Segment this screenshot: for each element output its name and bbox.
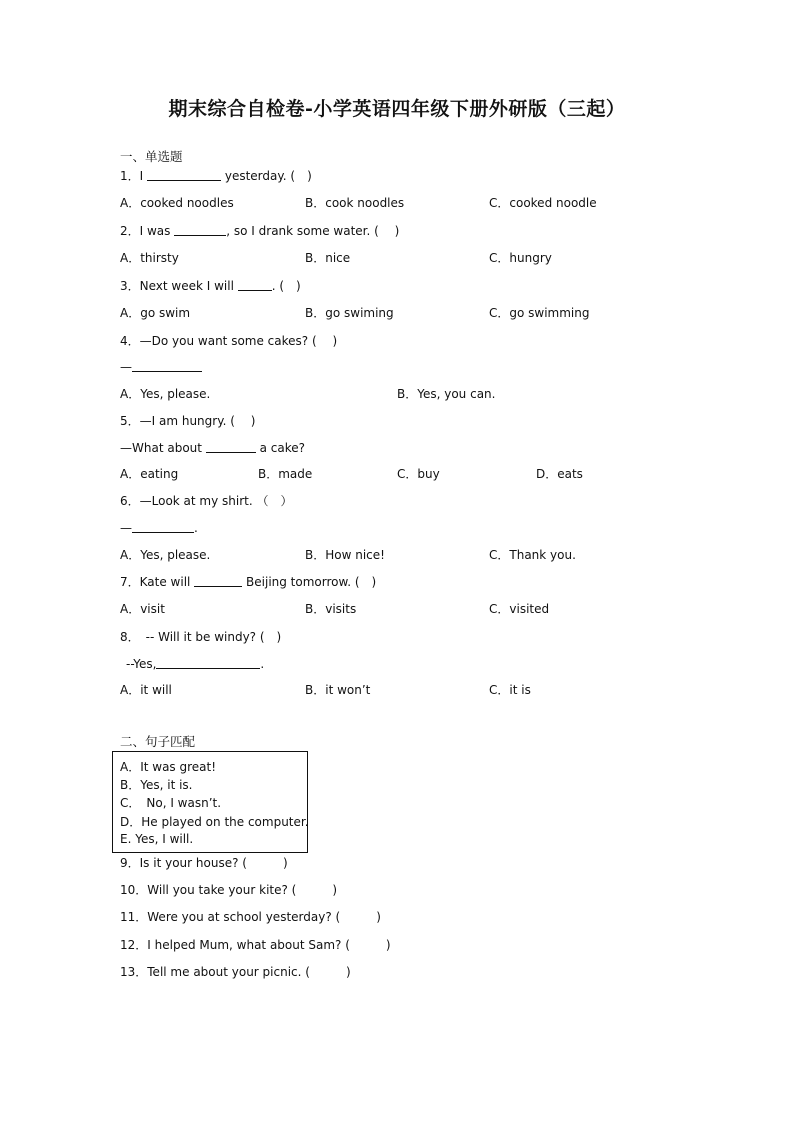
question-8-answer-line bbox=[126, 656, 264, 672]
question-2 bbox=[120, 223, 399, 239]
match-option-b: B．Yes, it is. bbox=[120, 778, 193, 792]
match-option-c: C． No, I wasn’t. bbox=[120, 796, 222, 810]
option-5a: A．eating bbox=[120, 467, 179, 481]
option-5c: C．buy bbox=[397, 467, 440, 481]
question-2-text-pre: 2．I was bbox=[120, 224, 171, 238]
question-4: 4．—Do you want some cakes? ( ) bbox=[120, 334, 338, 348]
answer-blank bbox=[147, 168, 221, 181]
question-13: 13．Tell me about your picnic. ( ) bbox=[120, 965, 351, 979]
question-6-answer-line bbox=[120, 520, 198, 536]
question-1-text-post: yesterday. ( ) bbox=[224, 169, 312, 183]
option-1b: B．cook noodles bbox=[305, 196, 405, 210]
match-option-d: D．He played on the computer. bbox=[120, 815, 309, 829]
option-7c: C．visited bbox=[489, 602, 550, 616]
question-6-answer-prefix: — bbox=[120, 521, 132, 535]
option-4b: B．Yes, you can. bbox=[397, 387, 496, 401]
answer-blank bbox=[206, 440, 256, 453]
question-9: 9．Is it your house? ( ) bbox=[120, 856, 288, 870]
answer-blank bbox=[156, 656, 260, 669]
answer-blank bbox=[174, 223, 226, 236]
option-7b: B．visits bbox=[305, 602, 357, 616]
option-3b: B．go swiming bbox=[305, 306, 394, 320]
question-12: 12．I helped Mum, what about Sam? ( ) bbox=[120, 938, 391, 952]
question-5: 5．—I am hungry. ( ) bbox=[120, 414, 256, 428]
option-1a: A．cooked noodles bbox=[120, 196, 234, 210]
question-5-sub-pre: —What about bbox=[120, 441, 202, 455]
page-title: 期末综合自检卷-小学英语四年级下册外研版（三起） bbox=[168, 98, 626, 120]
option-1c: C．cooked noodle bbox=[489, 196, 597, 210]
section-heading-sentence-matching: 二、句子匹配 bbox=[120, 734, 196, 749]
question-7-text-pre: 7．Kate will bbox=[120, 575, 191, 589]
option-5d: D．eats bbox=[536, 467, 583, 481]
option-8a: A．it will bbox=[120, 683, 172, 697]
question-1 bbox=[120, 168, 312, 184]
question-6-answer-suffix: . bbox=[194, 521, 198, 535]
matching-options-box bbox=[112, 751, 308, 853]
option-6c: C．Thank you. bbox=[489, 548, 576, 562]
question-3-text-post: . ( ) bbox=[271, 279, 301, 293]
question-8-answer-prefix: --Yes, bbox=[126, 657, 157, 671]
question-1-text-pre: 1．I bbox=[120, 169, 144, 183]
question-10: 10．Will you take your kite? ( ) bbox=[120, 883, 338, 897]
option-2b: B．nice bbox=[305, 251, 351, 265]
match-option-e: E. Yes, I will. bbox=[120, 832, 194, 846]
answer-blank bbox=[238, 278, 272, 291]
section-heading-single-choice: 一、单选题 bbox=[120, 149, 183, 164]
question-8-answer-suffix: . bbox=[260, 657, 265, 671]
answer-blank bbox=[194, 574, 242, 587]
question-6: 6．—Look at my shirt. （ ） bbox=[120, 494, 293, 508]
option-7a: A．visit bbox=[120, 602, 165, 616]
question-5-sub bbox=[120, 440, 305, 456]
question-7 bbox=[120, 574, 376, 590]
question-11: 11．Were you at school yesterday? ( ) bbox=[120, 910, 381, 924]
option-8c: C．it is bbox=[489, 683, 531, 697]
option-4a: A．Yes, please. bbox=[120, 387, 211, 401]
question-8: 8． -- Will it be windy? ( ) bbox=[120, 630, 282, 644]
match-option-a: A．It was great! bbox=[120, 760, 217, 774]
option-5b: B．made bbox=[258, 467, 313, 481]
option-6b: B．How nice! bbox=[305, 548, 385, 562]
option-8b: B．it won’t bbox=[305, 683, 371, 697]
option-6a: A．Yes, please. bbox=[120, 548, 211, 562]
question-4-answer-line bbox=[120, 359, 202, 375]
question-3-text-pre: 3．Next week I will bbox=[120, 279, 234, 293]
question-5-sub-post: a cake? bbox=[259, 441, 306, 455]
option-2a: A．thirsty bbox=[120, 251, 179, 265]
option-2c: C．hungry bbox=[489, 251, 552, 265]
question-3 bbox=[120, 278, 301, 294]
answer-blank bbox=[132, 520, 194, 533]
question-4-answer-prefix: — bbox=[120, 360, 132, 374]
option-3c: C．go swimming bbox=[489, 306, 590, 320]
question-2-text-post: , so I drank some water. ( ) bbox=[226, 224, 400, 238]
question-7-text-post: Beijing tomorrow. ( ) bbox=[246, 575, 377, 589]
answer-blank bbox=[132, 359, 202, 372]
option-3a: A．go swim bbox=[120, 306, 191, 320]
